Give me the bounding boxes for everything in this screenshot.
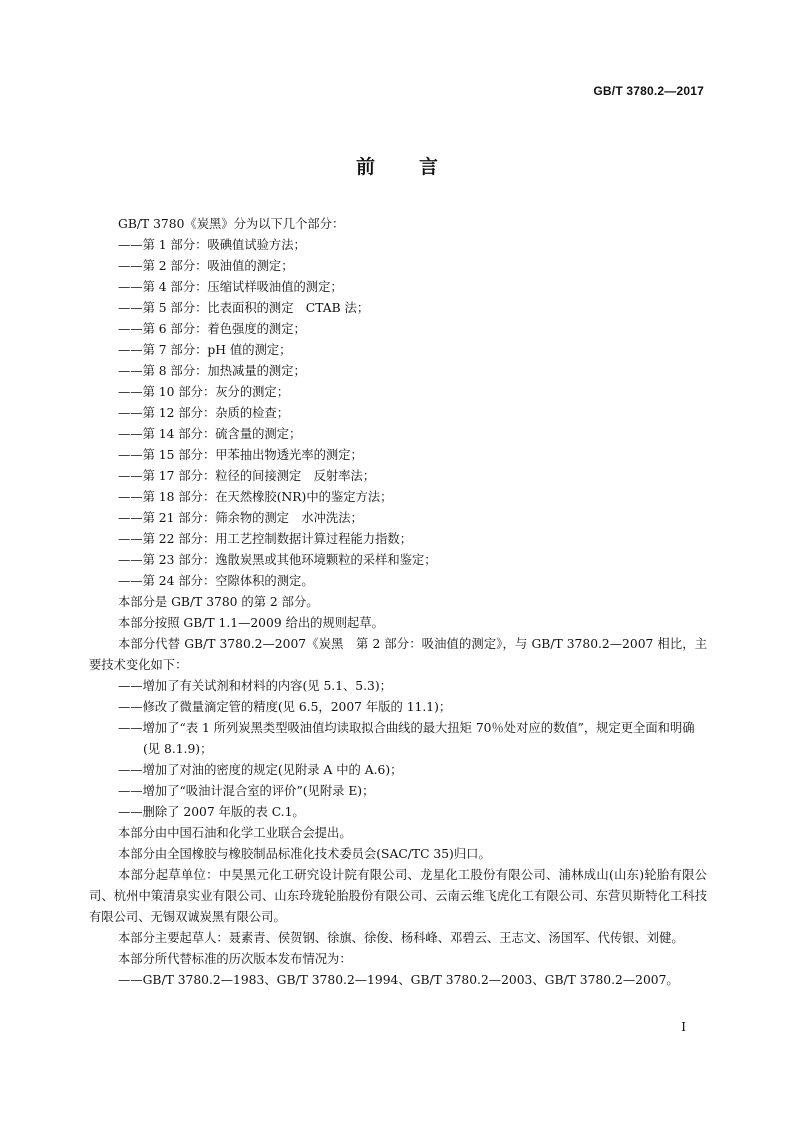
centralized-by: 本部分由全国橡胶与橡胶制品标准化技术委员会(SAC/TC 35)归口。 — [118, 847, 491, 861]
list-item: ——第 18 部分：在天然橡胶(NR)中的鉴定方法； — [118, 490, 393, 504]
list-item: ——删除了 2007 年版的表 C.1。 — [118, 805, 305, 819]
drafters: 本部分主要起草人：聂素青、侯贺钢、徐旗、徐俊、杨科峰、邓碧云、王志文、汤国军、代传银、刘健。 — [118, 931, 684, 945]
list-item: ——第 24 部分：空隙体积的测定。 — [118, 574, 314, 588]
list-item: ——第 17 部分：粒径的间接测定 反射率法； — [118, 469, 376, 483]
list-item: ——第 8 部分：加热减量的测定； — [118, 364, 306, 378]
list-item: ——第 7 部分：pH 值的测定； — [118, 343, 292, 357]
list-item: ——第 10 部分：灰分的测定； — [118, 385, 290, 399]
changes-list — [89, 676, 707, 823]
history-intro: 本部分所代替标准的历次版本发布情况为： — [118, 952, 352, 966]
list-item: ——第 22 部分：用工艺控制数据计算过程能力指数； — [118, 532, 412, 546]
parts-list — [89, 235, 707, 592]
list-item: ——第 2 部分：吸油值的测定； — [118, 259, 294, 273]
proposed-by: 本部分由中国石油和化学工业联合会提出。 — [118, 826, 352, 840]
list-item: ——增加了“表 1 所列炭黑类型吸油值均读取拟合曲线的最大扭矩 70％处对应的数值”，规定更全面和明确(见 8.1.9)； — [118, 721, 695, 756]
drafting-units: 本部分起草单位：中昊黑元化工研究设计院有限公司、龙星化工股份有限公司、浦林成山(山东)轮胎有限公司、杭州中策清泉实业有限公司、山东玲珑轮胎股份有限公司、云南云维飞虎化工有限公司、东营贝斯特化工科技有限公司、无锡双诚炭黑有限公司。 — [89, 868, 707, 924]
list-item: ——增加了有关试剂和材料的内容(见 5.1、5.3)； — [118, 679, 392, 693]
list-item: ——增加了“吸油计混合室的评价”(见附录 E)； — [118, 784, 375, 798]
list-item: ——第 12 部分：杂质的检查； — [118, 406, 290, 420]
list-item: ——增加了对油的密度的规定(见附录 A 中的 A.6)； — [118, 763, 403, 777]
list-item: ——修改了微量滴定管的精度(见 6.5，2007 年版的 11.1)； — [118, 700, 452, 714]
list-item: ——第 1 部分：吸碘值试验方法； — [118, 238, 306, 252]
list-item: ——第 4 部分：压缩试样吸油值的测定； — [118, 280, 343, 294]
list-item: ——第 6 部分：着色强度的测定； — [118, 322, 306, 336]
history-item: ——GB/T 3780.2—1983、GB/T 3780.2—1994、GB/T 3780.2—2003、GB/T 3780.2—2007。 — [118, 973, 679, 987]
page-number: I — [681, 1020, 686, 1034]
standard-code: GB/T 3780.2—2017 — [593, 84, 704, 98]
list-item: ——第 15 部分：甲苯抽出物透光率的测定； — [118, 448, 363, 462]
statement-rules: 本部分按照 GB/T 1.1—2009 给出的规则起草。 — [118, 616, 384, 630]
intro-paragraph: GB/T 3780《炭黑》分为以下几个部分： — [118, 217, 345, 231]
list-item: ——第 5 部分：比表面积的测定 CTAB 法； — [118, 301, 370, 315]
list-item: ——第 23 部分：逸散炭黑或其他环境颗粒的采样和鉴定； — [118, 553, 437, 567]
list-item: ——第 14 部分：硫含量的测定； — [118, 427, 302, 441]
document-body — [89, 214, 707, 991]
list-item: ——第 21 部分：筛余物的测定 水冲洗法； — [118, 511, 363, 525]
page-title: 前言 — [355, 156, 482, 178]
statement-replace: 本部分代替 GB/T 3780.2—2007《炭黑 第 2 部分：吸油值的测定》，与 GB/T 3780.2—2007 相比，主要技术变化如下： — [89, 637, 707, 672]
statement-part: 本部分是 GB/T 3780 的第 2 部分。 — [118, 595, 319, 609]
